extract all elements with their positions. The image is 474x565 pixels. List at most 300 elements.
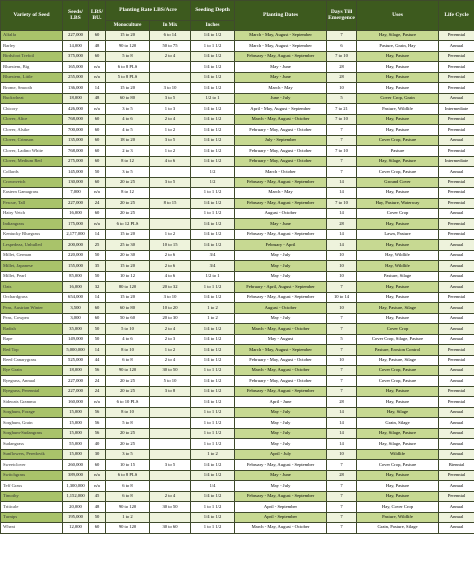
variety-cell: Radish bbox=[1, 324, 63, 334]
uses-cell: Hay, Pasture bbox=[357, 51, 439, 61]
table-row bbox=[1, 261, 474, 271]
variety-cell: Sorghum, Grain bbox=[1, 418, 63, 428]
dates-cell: May - July bbox=[235, 407, 327, 417]
variety-cell: Triticale bbox=[1, 502, 63, 512]
uses-cell: Hay, Pasture bbox=[357, 313, 439, 323]
seeds-cell: 227,000 bbox=[63, 376, 89, 386]
seeds-cell: 654,000 bbox=[63, 292, 89, 302]
dates-cell: February - May, August - September bbox=[235, 460, 327, 470]
depth-cell: 1/4 to 1/2 bbox=[191, 104, 235, 114]
mix-cell bbox=[150, 208, 191, 218]
depth-cell: 1 to 1 1/2 bbox=[191, 502, 235, 512]
table-row bbox=[1, 282, 474, 292]
days-cell: 14 bbox=[327, 208, 357, 218]
seeds-cell: 3,000 bbox=[63, 313, 89, 323]
variety-cell: Timothy bbox=[1, 491, 63, 501]
table-row bbox=[1, 303, 474, 313]
days-cell: 7 bbox=[327, 282, 357, 292]
days-cell: 7 bbox=[327, 481, 357, 491]
uses-cell: Hay, Pasture bbox=[357, 282, 439, 292]
dates-cell: February - May, August - September bbox=[235, 292, 327, 302]
variety-cell: Clover, Ladino White bbox=[1, 146, 63, 156]
table-row bbox=[1, 313, 474, 323]
variety-cell: Sorghum-Sudangrass bbox=[1, 428, 63, 438]
monoculture-cell: 90 to 120 bbox=[106, 523, 150, 533]
lbs-cell: 14 bbox=[89, 292, 106, 302]
life-cycle-cell: Intermediate bbox=[439, 156, 474, 166]
header-row bbox=[1, 1, 474, 21]
depth-cell: 1 to 1 1/2 bbox=[191, 208, 235, 218]
seeds-cell: 275,000 bbox=[63, 156, 89, 166]
mix-cell: 2 to 6 bbox=[150, 261, 191, 271]
monoculture-cell: 20 to 25 bbox=[106, 428, 150, 438]
mix-cell: 3 to 5 bbox=[150, 460, 191, 470]
variety-cell: Sudangrass bbox=[1, 439, 63, 449]
life-cycle-cell: Annual bbox=[439, 439, 474, 449]
depth-cell: 3/4 bbox=[191, 261, 235, 271]
table-row bbox=[1, 93, 474, 103]
seeds-cell: 227,000 bbox=[63, 198, 89, 208]
seeds-cell: 175,000 bbox=[63, 219, 89, 229]
seeds-cell: 15,000 bbox=[63, 418, 89, 428]
days-cell: 28 bbox=[327, 219, 357, 229]
days-cell: 10 to 14 bbox=[327, 292, 357, 302]
life-cycle-cell: Annual bbox=[439, 334, 474, 344]
dates-cell: March - May, August - October bbox=[235, 523, 327, 533]
depth-cell: 1/4 to 1/2 bbox=[191, 31, 235, 41]
days-cell: 6 bbox=[327, 41, 357, 51]
header-life-cycle: Life Cycle bbox=[439, 1, 474, 31]
variety-cell: Sideoats Gramma bbox=[1, 397, 63, 407]
depth-cell: 1/4 to 1/2 bbox=[191, 198, 235, 208]
seeds-cell: 1,152,000 bbox=[63, 491, 89, 501]
life-cycle-cell: Perennial bbox=[439, 125, 474, 135]
header-uses: Uses bbox=[357, 1, 439, 31]
days-cell: 14 bbox=[327, 428, 357, 438]
dates-cell: May - June bbox=[235, 219, 327, 229]
depth-cell: 1/4 to 1/2 bbox=[191, 512, 235, 522]
dates-cell: May - July bbox=[235, 313, 327, 323]
monoculture-cell: 15 to 20 bbox=[106, 31, 150, 41]
table-row bbox=[1, 407, 474, 417]
table-row bbox=[1, 491, 474, 501]
variety-cell: Switchgrass bbox=[1, 470, 63, 480]
uses-cell: Hay, Pasture bbox=[357, 397, 439, 407]
table-row bbox=[1, 125, 474, 135]
dates-cell: February - May, August - September bbox=[235, 386, 327, 396]
variety-cell: Collards bbox=[1, 167, 63, 177]
dates-cell: February - May, August - October bbox=[235, 355, 327, 365]
days-cell: 7 bbox=[327, 345, 357, 355]
seeds-cell: 155,000 bbox=[63, 261, 89, 271]
table-row bbox=[1, 240, 474, 250]
seeds-cell: 135,000 bbox=[63, 135, 89, 145]
life-cycle-cell: Annual bbox=[439, 481, 474, 491]
dates-cell: March - May, August - October bbox=[235, 366, 327, 376]
days-cell: 7 bbox=[327, 324, 357, 334]
table-row bbox=[1, 271, 474, 281]
uses-cell: Pasture, Wildlife bbox=[357, 104, 439, 114]
uses-cell: Cover Crop, Pasture bbox=[357, 167, 439, 177]
mix-cell bbox=[150, 418, 191, 428]
depth-cell: 1/4 to 1/2 bbox=[191, 397, 235, 407]
dates-cell: February - May, August - September bbox=[235, 51, 327, 61]
monoculture-cell: 15 to 20 bbox=[106, 83, 150, 93]
variety-cell: Clover, Crimson bbox=[1, 135, 63, 145]
days-cell: 5 bbox=[327, 93, 357, 103]
table-row bbox=[1, 41, 474, 51]
uses-cell: Hay, Pasture, Waterway bbox=[357, 198, 439, 208]
depth-cell: 1/4 to 1/2 bbox=[191, 386, 235, 396]
mix-cell bbox=[150, 219, 191, 229]
dates-cell: March - October bbox=[235, 167, 327, 177]
uses-cell: Hay, Pasture bbox=[357, 114, 439, 124]
variety-cell: Birdsfoot Trefoil bbox=[1, 51, 63, 61]
days-cell: 10 bbox=[327, 303, 357, 313]
mix-cell: 8 to 15 bbox=[150, 198, 191, 208]
life-cycle-cell: Annual bbox=[439, 376, 474, 386]
monoculture-cell: 1 to 2 bbox=[106, 512, 150, 522]
life-cycle-cell: Annual bbox=[439, 208, 474, 218]
mix-cell: 3 to 5 bbox=[150, 135, 191, 145]
mix-cell: 2 to 4 bbox=[150, 51, 191, 61]
table-row bbox=[1, 198, 474, 208]
life-cycle-cell: Annual bbox=[439, 324, 474, 334]
depth-cell: 1/4 to 1/2 bbox=[191, 156, 235, 166]
monoculture-cell: 20 to 25 bbox=[106, 376, 150, 386]
dates-cell: May - June bbox=[235, 72, 327, 82]
life-cycle-cell: Intermediate bbox=[439, 104, 474, 114]
days-cell: 7 bbox=[327, 156, 357, 166]
mix-cell bbox=[150, 439, 191, 449]
days-cell: 7 bbox=[327, 366, 357, 376]
depth-cell: 1/4 to 1/2 bbox=[191, 355, 235, 365]
monoculture-cell: 90 to 120 bbox=[106, 41, 150, 51]
dates-cell: May - June bbox=[235, 62, 327, 72]
monoculture-cell: 90 to 120 bbox=[106, 502, 150, 512]
monoculture-cell: 20 to 25 bbox=[106, 439, 150, 449]
life-cycle-cell: Perennial bbox=[439, 188, 474, 198]
seeds-cell: 18,000 bbox=[63, 366, 89, 376]
depth-cell: 1/4 to 1/2 bbox=[191, 219, 235, 229]
variety-cell: Turnips bbox=[1, 512, 63, 522]
seeds-cell: 700,000 bbox=[63, 125, 89, 135]
table-row bbox=[1, 512, 474, 522]
monoculture-cell: 15 to 20 bbox=[106, 229, 150, 239]
uses-cell: Hay, Pasture bbox=[357, 481, 439, 491]
monoculture-cell: 8 to 12 bbox=[106, 156, 150, 166]
lbs-cell: 32 bbox=[89, 282, 106, 292]
lbs-cell: n/a bbox=[89, 397, 106, 407]
seeds-cell: 768,000 bbox=[63, 114, 89, 124]
header-monoculture: Monoculture bbox=[106, 21, 150, 31]
mix-cell: 2 to 4 bbox=[150, 491, 191, 501]
seeds-cell: 136,000 bbox=[63, 83, 89, 93]
uses-cell: Hay, Silage, Pasture bbox=[357, 439, 439, 449]
variety-cell: Rye Grain bbox=[1, 366, 63, 376]
life-cycle-cell: Perennial bbox=[439, 355, 474, 365]
monoculture-cell: 10 to 15 bbox=[106, 460, 150, 470]
lbs-cell: 35 bbox=[89, 261, 106, 271]
seeds-cell: 130,000 bbox=[63, 177, 89, 187]
table-row bbox=[1, 470, 474, 480]
life-cycle-cell: Annual bbox=[439, 135, 474, 145]
mix-cell: 3 to 5 bbox=[150, 93, 191, 103]
dates-cell: April - May, August - September bbox=[235, 104, 327, 114]
table-body bbox=[1, 31, 474, 534]
life-cycle-cell: Perennial bbox=[439, 62, 474, 72]
depth-cell: 1/4 to 1/2 bbox=[191, 470, 235, 480]
uses-cell: Wildlife bbox=[357, 449, 439, 459]
seeds-cell: 35,000 bbox=[63, 324, 89, 334]
header-lbs-per-bu: LBS/ BU. bbox=[89, 1, 106, 31]
life-cycle-cell: Annual bbox=[439, 449, 474, 459]
monoculture-cell: 6 to 12 PLS bbox=[106, 219, 150, 229]
variety-cell: Millet, Japanese bbox=[1, 261, 63, 271]
depth-cell: 1/4 to 1/2 bbox=[191, 135, 235, 145]
depth-cell: 1 to 1 1/2 bbox=[191, 418, 235, 428]
dates-cell: February - May, August - September bbox=[235, 177, 327, 187]
monoculture-cell: 15 to 20 bbox=[106, 261, 150, 271]
seeds-cell: 426,000 bbox=[63, 104, 89, 114]
days-cell: 14 bbox=[327, 240, 357, 250]
days-cell: 14 bbox=[327, 407, 357, 417]
lbs-cell: 50 bbox=[89, 271, 106, 281]
monoculture-cell: 3 to 5 bbox=[106, 449, 150, 459]
mix-cell: 30 to 50 bbox=[150, 502, 191, 512]
dates-cell: February - April, August - September bbox=[235, 282, 327, 292]
mix-cell: 3 to 10 bbox=[150, 292, 191, 302]
depth-cell: 1 to 1 1/2 bbox=[191, 428, 235, 438]
uses-cell: Cover Crop bbox=[357, 208, 439, 218]
uses-cell: Hay, Cover Crop bbox=[357, 502, 439, 512]
lbs-cell: 24 bbox=[89, 386, 106, 396]
life-cycle-cell: Annual bbox=[439, 41, 474, 51]
depth-cell: 1 to 2 bbox=[191, 449, 235, 459]
lbs-cell: 60 bbox=[89, 125, 106, 135]
table-row bbox=[1, 449, 474, 459]
mix-cell: 4 to 6 bbox=[150, 271, 191, 281]
monoculture-cell: 10 to 12 bbox=[106, 271, 150, 281]
seeds-cell: 255,000 bbox=[63, 72, 89, 82]
seeds-cell: 16,000 bbox=[63, 208, 89, 218]
uses-cell: Pasture, Grain, Hay bbox=[357, 41, 439, 51]
dates-cell: June - July bbox=[235, 93, 327, 103]
dates-cell: May - June bbox=[235, 470, 327, 480]
uses-cell: Hay, Pasture bbox=[357, 470, 439, 480]
seeds-cell: 55,000 bbox=[63, 439, 89, 449]
table-row bbox=[1, 292, 474, 302]
days-cell: 14 bbox=[327, 439, 357, 449]
depth-cell: 1/4 to 1/2 bbox=[191, 51, 235, 61]
uses-cell: Ground Cover bbox=[357, 177, 439, 187]
table-row bbox=[1, 146, 474, 156]
monoculture-cell: 5 to 8 PLS bbox=[106, 72, 150, 82]
lbs-cell: n/a bbox=[89, 62, 106, 72]
table-row bbox=[1, 324, 474, 334]
monoculture-cell: 5 to 10 bbox=[106, 324, 150, 334]
seeds-cell: 12,000 bbox=[63, 523, 89, 533]
monoculture-cell: 3 to 5 bbox=[106, 104, 150, 114]
mix-cell: 1 to 2 bbox=[150, 229, 191, 239]
uses-cell: Hay, Pasture bbox=[357, 292, 439, 302]
header-days-emergence: Days Till Emergence bbox=[327, 1, 357, 31]
depth-cell: 1/4 to 1/2 bbox=[191, 114, 235, 124]
mix-cell: 2 to 3 bbox=[150, 334, 191, 344]
uses-cell: Hay, Pasture bbox=[357, 125, 439, 135]
variety-cell: Wheat bbox=[1, 523, 63, 533]
variety-cell: Crownvetch bbox=[1, 177, 63, 187]
life-cycle-cell: Perennial bbox=[439, 219, 474, 229]
monoculture-cell: 20 to 25 bbox=[106, 177, 150, 187]
dates-cell: March - May, August - September bbox=[235, 31, 327, 41]
dates-cell: February - May, August - October bbox=[235, 146, 327, 156]
variety-cell: Clover, Medium Red bbox=[1, 156, 63, 166]
life-cycle-cell: Biennial bbox=[439, 460, 474, 470]
uses-cell: Pasture, Silage bbox=[357, 271, 439, 281]
mix-cell bbox=[150, 188, 191, 198]
dates-cell: February - May, August - September bbox=[235, 229, 327, 239]
depth-cell: 3/4 bbox=[191, 250, 235, 260]
mix-cell bbox=[150, 481, 191, 491]
monoculture-cell: 60 to 80 bbox=[106, 303, 150, 313]
lbs-cell: 40 bbox=[89, 439, 106, 449]
dates-cell: May - July bbox=[235, 428, 327, 438]
table-row bbox=[1, 72, 474, 82]
seeds-cell: 7,000 bbox=[63, 188, 89, 198]
variety-cell: Sorghum, Forage bbox=[1, 407, 63, 417]
monoculture-cell: 20 to 25 bbox=[106, 198, 150, 208]
table-row bbox=[1, 386, 474, 396]
uses-cell: Pasture bbox=[357, 146, 439, 156]
table-row bbox=[1, 250, 474, 260]
dates-cell: March - May, August - October bbox=[235, 114, 327, 124]
table-row bbox=[1, 397, 474, 407]
depth-cell: 1 to 1 1/2 bbox=[191, 41, 235, 51]
depth-cell: 1 to 1 1/2 bbox=[191, 439, 235, 449]
variety-cell: Peas, Cowpea bbox=[1, 313, 63, 323]
depth-cell: 1/4 to 1/2 bbox=[191, 240, 235, 250]
seeds-cell: 2,177,000 bbox=[63, 229, 89, 239]
life-cycle-cell: Annual bbox=[439, 250, 474, 260]
uses-cell: Hay, Pasture bbox=[357, 83, 439, 93]
lbs-cell: 25 bbox=[89, 240, 106, 250]
table-row bbox=[1, 345, 474, 355]
depth-cell: 1/4 to 1/2 bbox=[191, 229, 235, 239]
variety-cell: Kentucky Bluegrass bbox=[1, 229, 63, 239]
dates-cell: February - May, August - October bbox=[235, 125, 327, 135]
mix-cell: 10 to 15 bbox=[150, 240, 191, 250]
depth-cell: 1 to 2 bbox=[191, 303, 235, 313]
lbs-cell: 56 bbox=[89, 407, 106, 417]
life-cycle-cell: Perennial bbox=[439, 397, 474, 407]
life-cycle-cell: Annual bbox=[439, 523, 474, 533]
mix-cell: 2 to 6 bbox=[150, 250, 191, 260]
uses-cell: Lawn, Pasture bbox=[357, 229, 439, 239]
monoculture-cell: 6 to 8 PLS bbox=[106, 62, 150, 72]
seeds-cell: 149,000 bbox=[63, 334, 89, 344]
table-row bbox=[1, 177, 474, 187]
mix-cell: 1 to 3 bbox=[150, 104, 191, 114]
dates-cell: July - September bbox=[235, 135, 327, 145]
depth-cell: 1/2 bbox=[191, 167, 235, 177]
uses-cell: Hay, Silage, Pasture bbox=[357, 428, 439, 438]
depth-cell: 1/4 to 1/2 bbox=[191, 125, 235, 135]
table-row bbox=[1, 460, 474, 470]
monoculture-cell: 8 to 12 bbox=[106, 188, 150, 198]
depth-cell: 1/4 to 1/2 bbox=[191, 324, 235, 334]
header-variety: Variety of Seed bbox=[1, 1, 63, 31]
lbs-cell: 56 bbox=[89, 418, 106, 428]
lbs-cell: 60 bbox=[89, 313, 106, 323]
table-row bbox=[1, 83, 474, 93]
mix-cell: 30 to 50 bbox=[150, 366, 191, 376]
seeds-cell: 375,000 bbox=[63, 51, 89, 61]
lbs-cell: 50 bbox=[89, 512, 106, 522]
monoculture-cell: 20 to 25 bbox=[106, 208, 150, 218]
days-cell: 7 bbox=[327, 167, 357, 177]
uses-cell: Hay, Pasture bbox=[357, 62, 439, 72]
uses-cell: Hay, Pasture bbox=[357, 491, 439, 501]
lbs-cell: 24 bbox=[89, 198, 106, 208]
lbs-cell: 14 bbox=[89, 83, 106, 93]
depth-cell: 1/4 to 1/2 bbox=[191, 72, 235, 82]
life-cycle-cell: Perennial bbox=[439, 345, 474, 355]
seeds-cell: 15,000 bbox=[63, 428, 89, 438]
monoculture-cell: 5 to 8 bbox=[106, 418, 150, 428]
mix-cell: 3 to 10 bbox=[150, 83, 191, 93]
variety-cell: Sweetclover bbox=[1, 460, 63, 470]
mix-cell bbox=[150, 72, 191, 82]
table-row bbox=[1, 104, 474, 114]
dates-cell: May - July bbox=[235, 418, 327, 428]
table-row bbox=[1, 366, 474, 376]
table-row bbox=[1, 481, 474, 491]
uses-cell: Cover Crop, Pasture bbox=[357, 460, 439, 470]
mix-cell bbox=[150, 407, 191, 417]
dates-cell: April - September bbox=[235, 512, 327, 522]
depth-cell: 1/4 to 1/2 bbox=[191, 83, 235, 93]
days-cell: 7 bbox=[327, 460, 357, 470]
lbs-cell: 60 bbox=[89, 303, 106, 313]
depth-cell: 1 to 1 1/2 bbox=[191, 523, 235, 533]
mix-cell bbox=[150, 512, 191, 522]
days-cell: 7 bbox=[327, 386, 357, 396]
mix-cell bbox=[150, 397, 191, 407]
header-seeding-depth: Seeding Depth bbox=[191, 1, 235, 21]
uses-cell: Pasture, Erosion Control bbox=[357, 345, 439, 355]
table-row bbox=[1, 188, 474, 198]
variety-cell: Teff Grass bbox=[1, 481, 63, 491]
variety-cell: Bluestem, Big bbox=[1, 62, 63, 72]
mix-cell: 5 to 10 bbox=[150, 376, 191, 386]
days-cell: 7 bbox=[327, 135, 357, 145]
dates-cell: February - May, August - October bbox=[235, 156, 327, 166]
uses-cell: Hay, Silage, Pasture bbox=[357, 156, 439, 166]
depth-cell: 1/2 to 1 bbox=[191, 271, 235, 281]
lbs-cell: 60 bbox=[89, 523, 106, 533]
days-cell: 14 bbox=[327, 418, 357, 428]
life-cycle-cell: Annual bbox=[439, 271, 474, 281]
lbs-cell: n/a bbox=[89, 219, 106, 229]
seeds-cell: 15,000 bbox=[63, 449, 89, 459]
depth-cell: 1/4 to 1/2 bbox=[191, 376, 235, 386]
seeds-cell: 1,300,000 bbox=[63, 481, 89, 491]
days-cell: 28 bbox=[327, 62, 357, 72]
life-cycle-cell: Annual bbox=[439, 313, 474, 323]
mix-cell bbox=[150, 62, 191, 72]
depth-cell: 1/2 to 1 bbox=[191, 93, 235, 103]
